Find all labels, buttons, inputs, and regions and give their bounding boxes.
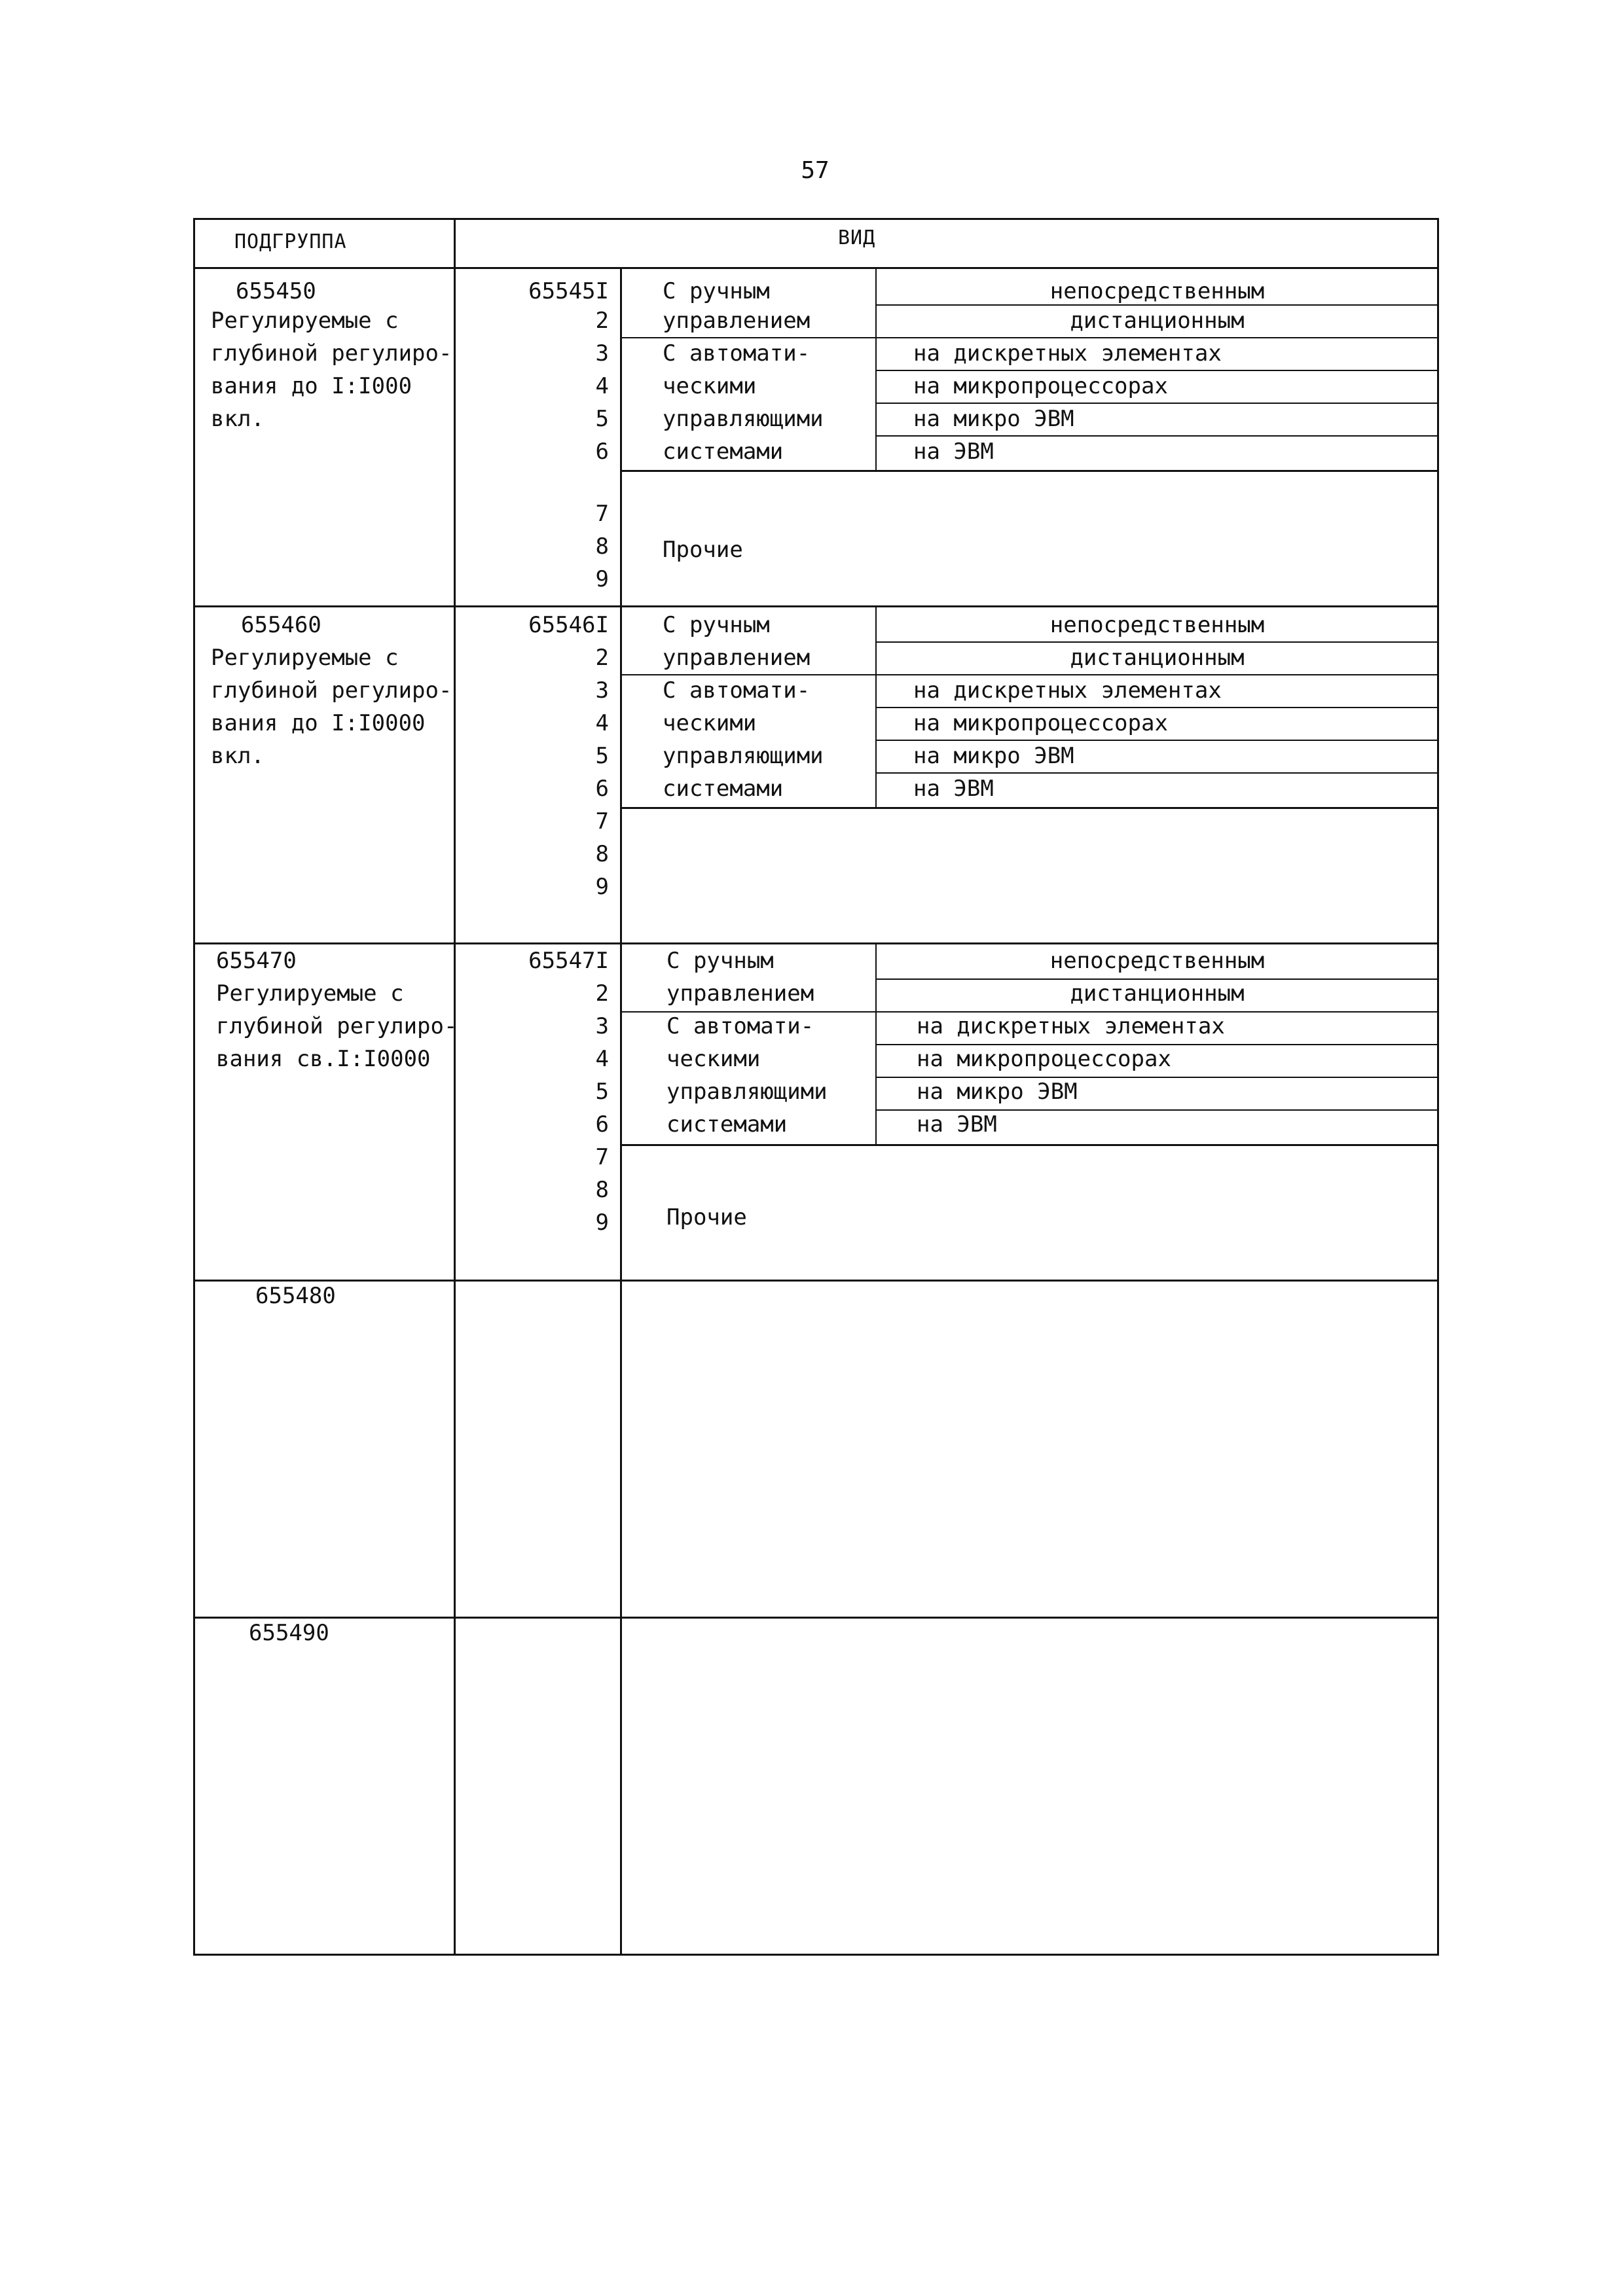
control-label: управлением xyxy=(666,980,814,1007)
row-line xyxy=(620,674,1437,675)
type-code: 65545I xyxy=(528,278,609,304)
variant-label: на дискретных элементах xyxy=(913,340,1222,367)
row-line xyxy=(620,807,1437,809)
row-line xyxy=(875,1044,1437,1045)
subgroup-desc-line: вкл. xyxy=(211,743,264,769)
control-label: управлением xyxy=(663,645,811,671)
type-number: 2 xyxy=(595,308,609,334)
type-number: 3 xyxy=(595,1013,609,1039)
row-line xyxy=(875,1077,1437,1078)
type-number: 4 xyxy=(595,1046,609,1072)
type-number: 9 xyxy=(595,1210,609,1236)
type-number: 2 xyxy=(595,645,609,671)
row-line xyxy=(875,740,1437,741)
block-divider xyxy=(193,1617,1437,1619)
subgroup-desc-line: вания до I:I0000 xyxy=(211,710,426,736)
control-label: ческими xyxy=(666,1046,761,1072)
subgroup-desc-line: вания до I:I000 xyxy=(211,373,412,399)
control-label: С ручным xyxy=(663,278,770,304)
row-line xyxy=(875,1109,1437,1111)
type-number: 8 xyxy=(595,533,609,560)
control-label: ческими xyxy=(663,373,757,399)
subgroup-desc-line: глубиной регулиро- xyxy=(216,1013,458,1039)
control-label: С автомати- xyxy=(666,1013,814,1039)
row-line xyxy=(875,435,1437,437)
type-number: 6 xyxy=(595,776,609,802)
header-subgroup: ПОДГРУППА xyxy=(234,230,347,253)
subgroup-desc-line: глубиной регулиро- xyxy=(211,677,452,704)
row-line xyxy=(875,370,1437,371)
row-line xyxy=(875,304,1437,306)
row-line xyxy=(620,1144,1437,1146)
variant-label: на дискретных элементах xyxy=(913,677,1222,704)
type-number: 5 xyxy=(595,406,609,432)
control-label: С ручным xyxy=(663,612,770,638)
subgroup-code: 655470 xyxy=(216,948,297,974)
type-number: 8 xyxy=(595,841,609,867)
column-divider-1 xyxy=(454,218,456,1956)
variant-label: на микро ЭВМ xyxy=(913,406,1074,432)
subgroup-desc-line: глубиной регулиро- xyxy=(211,340,452,367)
subgroup-desc-line: Регулируемые с xyxy=(211,308,399,334)
type-number: 4 xyxy=(595,373,609,399)
type-number: 7 xyxy=(595,808,609,834)
variant-label: на микропроцессорах xyxy=(917,1046,1171,1072)
row-line xyxy=(875,978,1437,980)
table-top-border xyxy=(193,218,1437,220)
type-number: 9 xyxy=(595,566,609,592)
control-label: управляющими xyxy=(663,406,824,432)
variant-label: на микропроцессорах xyxy=(913,373,1168,399)
control-divider xyxy=(875,267,877,470)
variant-label: на ЭВМ xyxy=(917,1111,997,1138)
block-divider xyxy=(193,942,1437,944)
control-label: С автомати- xyxy=(663,340,811,367)
type-code: 65547I xyxy=(528,948,609,974)
column-divider-2 xyxy=(620,267,622,1956)
row-line xyxy=(620,470,1437,472)
type-number: 6 xyxy=(595,1111,609,1138)
variant-label: на микро ЭВМ xyxy=(917,1079,1078,1105)
other-label: Прочие xyxy=(666,1204,747,1230)
table-left-border xyxy=(193,218,195,1956)
variant-label: на дискретных элементах xyxy=(917,1013,1225,1039)
type-number: 2 xyxy=(595,980,609,1007)
control-label: управляющими xyxy=(663,743,824,769)
variant-label: дистанционным xyxy=(1070,980,1245,1007)
row-line xyxy=(620,337,1437,338)
control-label: ческими xyxy=(663,710,757,736)
type-number: 7 xyxy=(595,1144,609,1170)
variant-label: на микро ЭВМ xyxy=(913,743,1074,769)
variant-label: непосредственным xyxy=(1049,612,1265,638)
subgroup-desc-line: вания св.I:I0000 xyxy=(216,1046,431,1072)
page-number: 57 xyxy=(801,157,830,184)
type-number: 5 xyxy=(595,1079,609,1105)
header-type: ВИД xyxy=(838,226,876,249)
variant-label: на ЭВМ xyxy=(913,439,994,465)
variant-label: дистанционным xyxy=(1070,308,1245,334)
type-number: 5 xyxy=(595,743,609,769)
type-number: 3 xyxy=(595,677,609,704)
row-line xyxy=(875,641,1437,643)
type-number: 3 xyxy=(595,340,609,367)
control-label: С автомати- xyxy=(663,677,811,704)
type-code: 65546I xyxy=(528,612,609,638)
other-label: Прочие xyxy=(663,537,743,563)
subgroup-desc-line: вкл. xyxy=(211,406,264,432)
variant-label: на микропроцессорах xyxy=(913,710,1168,736)
type-number: 9 xyxy=(595,874,609,900)
control-label: системами xyxy=(663,776,784,802)
block-divider xyxy=(193,605,1437,607)
variant-label: непосредственным xyxy=(1049,278,1265,304)
block-divider xyxy=(193,1280,1437,1282)
control-label: системами xyxy=(666,1111,788,1138)
subgroup-code: 655480 xyxy=(255,1283,336,1309)
subgroup-desc-line: Регулируемые с xyxy=(216,980,404,1007)
control-label: управлением xyxy=(663,308,811,334)
variant-label: дистанционным xyxy=(1070,645,1245,671)
table-bottom-border xyxy=(193,1954,1437,1956)
row-line xyxy=(620,1011,1437,1013)
subgroup-code: 655490 xyxy=(249,1620,329,1646)
type-number: 4 xyxy=(595,710,609,736)
table-right-border xyxy=(1437,218,1439,1956)
row-line xyxy=(875,707,1437,708)
type-number: 8 xyxy=(595,1177,609,1203)
variant-label: непосредственным xyxy=(1049,948,1265,974)
control-label: управляющими xyxy=(666,1079,828,1105)
control-label: С ручным xyxy=(666,948,774,974)
type-number: 7 xyxy=(595,501,609,527)
type-number: 6 xyxy=(595,439,609,465)
header-bottom-border xyxy=(193,267,1437,269)
control-label: системами xyxy=(663,439,784,465)
subgroup-code: 655460 xyxy=(241,612,321,638)
variant-label: на ЭВМ xyxy=(913,776,994,802)
row-line xyxy=(875,772,1437,774)
subgroup-desc-line: Регулируемые с xyxy=(211,645,399,671)
row-line xyxy=(875,403,1437,404)
subgroup-code: 655450 xyxy=(236,278,316,304)
